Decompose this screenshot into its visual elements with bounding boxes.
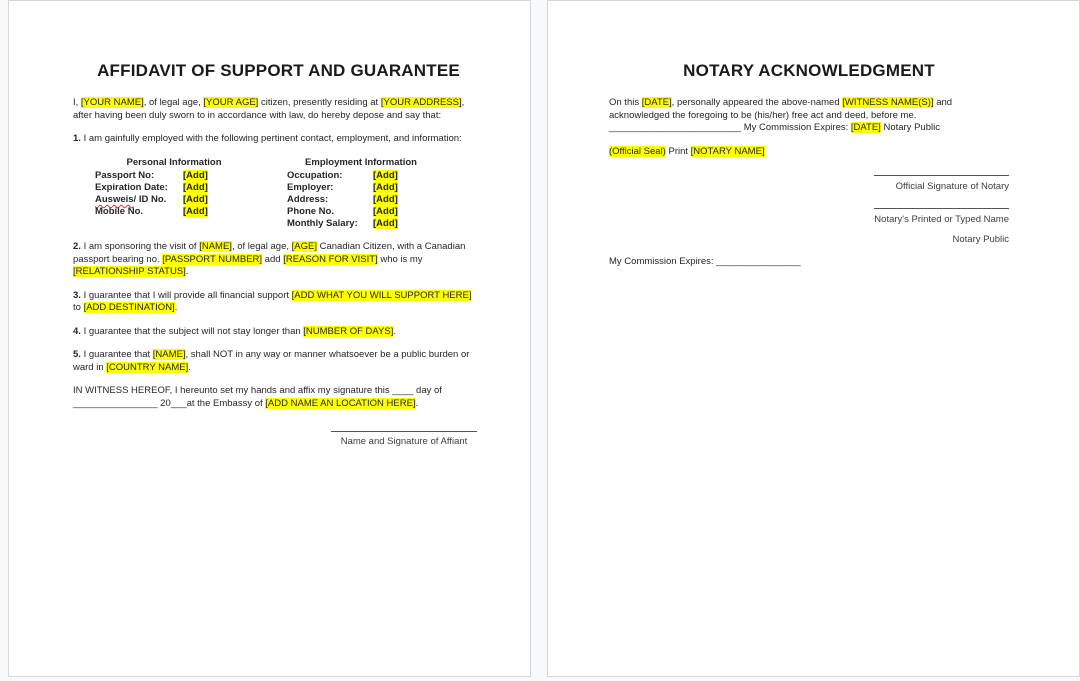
add-placeholder: [Add]: [373, 194, 398, 205]
commission-expires-line: My Commission Expires: ________________: [609, 255, 801, 267]
field-value: [373, 206, 398, 218]
table-row: [287, 206, 435, 218]
table-row: [287, 182, 435, 194]
field-label: Address:: [287, 194, 329, 205]
field-value: [373, 182, 398, 194]
field-value: [183, 182, 208, 194]
add-placeholder: [Add]: [183, 170, 208, 181]
info-table: [95, 157, 484, 231]
item-4-paragraph: 4. I guarantee that the subject will not stay longer than [NUMBER OF DAYS].: [73, 325, 397, 337]
add-placeholder: [Add]: [373, 170, 398, 181]
table-row: [95, 206, 253, 218]
notary-paragraph: On this [DATE], personally appeared the above-named [WITNESS NAME(S)] and acknowledged the foregoing to be (his/her) free act and deed, before me. _________________________ My Commission Expires: [DATE] Notary Public: [609, 97, 953, 133]
field-label-rest: / ID No.: [133, 194, 167, 205]
witness-closing-paragraph: IN WITNESS HEREOF, I hereunto set my hands and affix my signature this ____ day of ________________ 20___at the Embassy of [ADD NAME AN LOCATION HERE].: [73, 385, 442, 409]
printed-name-caption: Notary's Printed or Typed Name: [874, 213, 1009, 225]
affidavit-content: [9, 1, 530, 449]
item-3-paragraph: 3. I guarantee that I will provide all financial support [ADD WHAT YOU WILL SUPPORT HERE] to [ADD DESTINATION].: [73, 289, 472, 313]
notary-signature-block: [799, 175, 1009, 247]
field-value: [183, 206, 208, 218]
notary-public-label: Notary Public: [952, 234, 1009, 245]
field-label: Occupation:: [287, 170, 343, 181]
field-label: Monthly Salary:: [287, 218, 358, 229]
table-row: [95, 170, 253, 182]
item-1-paragraph: 1. I am gainfully employed with the following pertinent contact, employment, and information:: [73, 133, 462, 144]
table-row: [287, 218, 435, 230]
item-5-paragraph: 5. I guarantee that [NAME], shall NOT in any way or manner whatsoever be a public burden or ward in [COUNTRY NAME].: [73, 349, 470, 373]
add-placeholder: [Add]: [183, 206, 208, 217]
add-placeholder: [Add]: [373, 218, 398, 229]
field-label: Employer:: [287, 182, 334, 193]
field-label: Phone No.: [287, 206, 334, 217]
affidavit-title: AFFIDAVIT OF SUPPORT AND GUARANTEE: [97, 61, 460, 80]
add-placeholder: [Add]: [373, 182, 398, 193]
table-row: [95, 182, 253, 194]
affidavit-page[interactable]: [8, 0, 531, 677]
employment-info-column: [287, 157, 435, 231]
field-label: Mobile No.: [95, 206, 144, 217]
affiant-signature-line: [331, 431, 477, 432]
field-label: Passport No:: [95, 170, 155, 181]
affiant-signature-caption: Name and Signature of Affiant: [340, 436, 468, 447]
personal-info-header: Personal Information: [126, 156, 222, 168]
table-row: [287, 170, 435, 182]
add-placeholder: [Add]: [183, 194, 208, 205]
add-placeholder: [Add]: [373, 206, 398, 217]
table-row: [287, 194, 435, 206]
employment-info-header: Employment Information: [305, 156, 417, 168]
field-value: [183, 194, 208, 206]
intro-paragraph: I, [YOUR NAME], of legal age, [YOUR AGE] citizen, presently residing at [YOUR ADDRESS], after having been duly sworn to in accordance with law, do hereby depose and say that:: [73, 97, 465, 121]
notary-page[interactable]: [547, 0, 1080, 677]
table-row: [95, 194, 253, 206]
field-value: [373, 194, 398, 206]
add-placeholder: [Add]: [183, 182, 208, 193]
misspelled-word: Ausweis: [95, 194, 134, 205]
personal-info-column: [95, 157, 253, 231]
notary-title: NOTARY ACKNOWLEDGMENT: [683, 61, 935, 80]
field-label: [95, 194, 183, 206]
notary-printed-name-line: [874, 208, 1009, 209]
field-value: [373, 218, 398, 230]
notary-signature-line: [874, 175, 1009, 176]
notary-content: [548, 1, 1079, 268]
official-signature-caption: Official Signature of Notary: [895, 181, 1009, 192]
item-2-paragraph: 2. I am sponsoring the visit of [NAME], of legal age, [AGE] Canadian Citizen, with a Canadian passport bearing no. [PASSPORT NUMBER] add [REASON FOR VISIT] who is my [RELATIONSHIP STATUS].: [73, 241, 466, 277]
affiant-signature-block: [331, 431, 477, 449]
official-seal-line: (Official Seal) Print [NOTARY NAME]: [609, 145, 765, 157]
field-value: [183, 170, 208, 182]
field-label: Expiration Date:: [95, 182, 168, 193]
field-value: [373, 170, 398, 182]
